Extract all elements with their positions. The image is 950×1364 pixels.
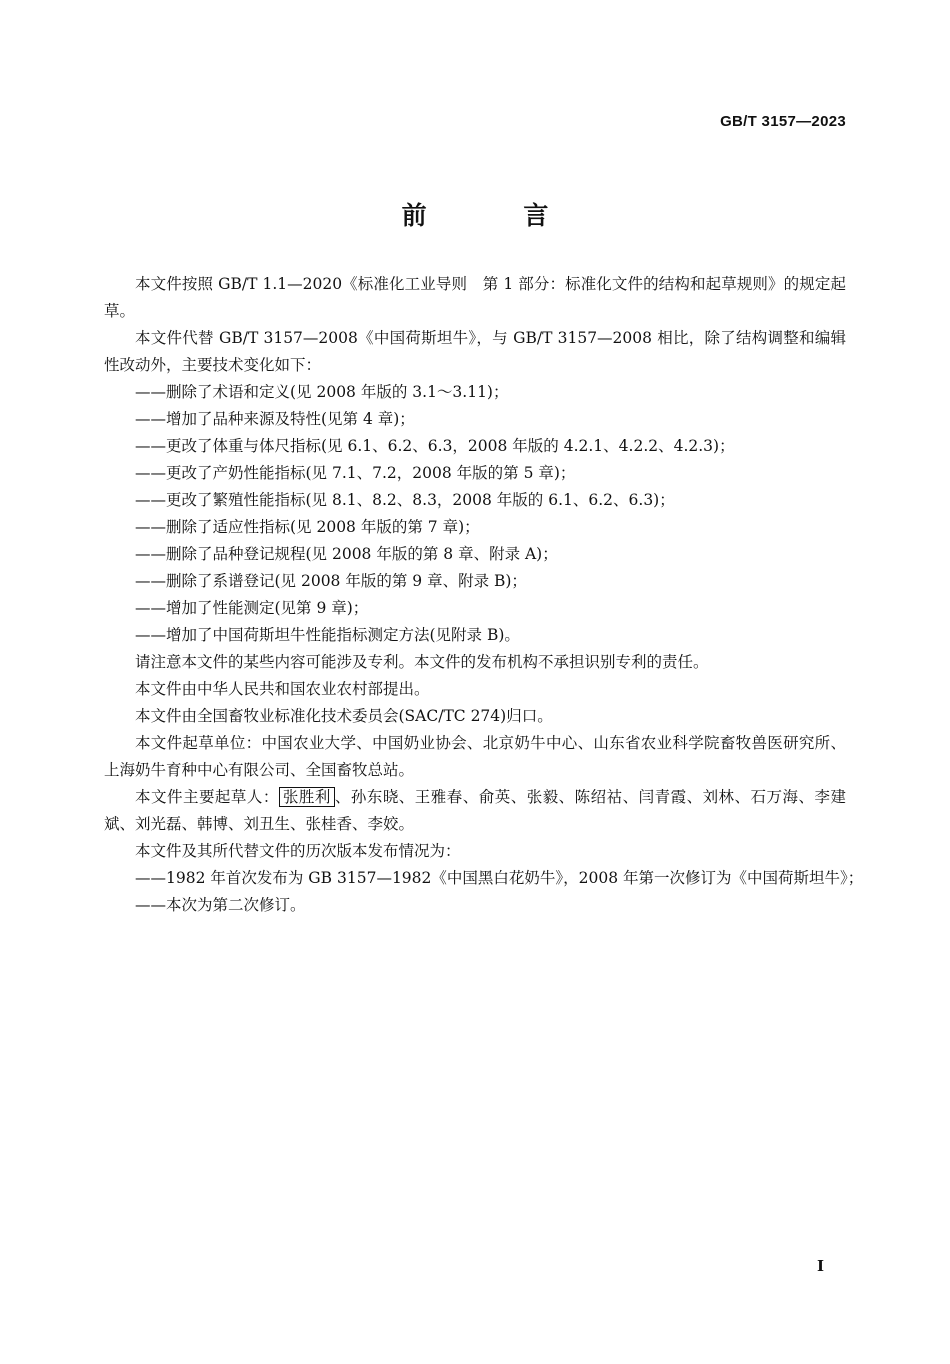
drafters (104, 784, 846, 838)
list-item: ——删除了术语和定义(见 2008 年版的 3.1～3.11)； (135, 383, 509, 401)
foreword-body (104, 271, 864, 919)
list-item: ——删除了品种登记规程(见 2008 年版的第 8 章、附录 A)； (135, 545, 558, 563)
paragraph-drafting-rules: 本文件按照 GB/T 1.1—2020《标准化工业导则 第 1 部分：标准化文件的结构和起草规则》的规定起草。 (104, 275, 846, 320)
list-item: ——删除了适应性指标(见 2008 年版的第 7 章)； (135, 518, 480, 536)
doc-number: GB/T 3157—2023 (720, 113, 846, 130)
list-item: ——更改了产奶性能指标(见 7.1、7.2，2008 年版的第 5 章)； (135, 464, 576, 482)
list-item: ——增加了品种来源及特性(见第 4 章)； (135, 410, 415, 428)
paragraph-replacement: 本文件代替 GB/T 3157—2008《中国荷斯坦牛》，与 GB/T 3157—2008 相比，除了结构调整和编辑性改动外，主要技术变化如下： (104, 329, 846, 374)
list-item: ——更改了体重与体尺指标(见 6.1、6.2、6.3，2008 年版的 4.2.1、4.2.2、4.2.3)； (135, 437, 735, 455)
changes-list (104, 379, 846, 649)
history-intro: 本文件及其所代替文件的历次版本发布情况为： (135, 842, 461, 860)
list-item: ——1982 年首次发布为 GB 3157—1982《中国黑白花奶牛》，2008 年第一次修订为《中国荷斯坦牛》； (135, 869, 864, 887)
drafting-units: 本文件起草单位：中国农业大学、中国奶业协会、北京奶牛中心、山东省农业科学院畜牧兽医研究所、上海奶牛育种中心有限公司、全国畜牧总站。 (104, 734, 846, 779)
list-item: ——删除了系谱登记(见 2008 年版的第 9 章、附录 B)； (135, 572, 527, 590)
list-item: ——增加了性能测定(见第 9 章)； (135, 599, 369, 617)
page-title: 前 言 (401, 201, 593, 230)
history-list (104, 865, 864, 919)
drafter-boxed-name: 张胜利 (279, 787, 335, 807)
centralized-by: 本文件由全国畜牧业标准化技术委员会(SAC/TC 274)归口。 (135, 707, 553, 725)
list-item: ——更改了繁殖性能指标(见 8.1、8.2、8.3，2008 年版的 6.1、6.2、6.3)； (135, 491, 675, 509)
patent-note: 请注意本文件的某些内容可能涉及专利。本文件的发布机构不承担识别专利的责任。 (135, 653, 709, 671)
drafters-prefix: 本文件主要起草人： (135, 788, 279, 806)
drafters-rest: 、孙东晓、王雅春、俞英、张毅、陈绍祜、闫青霞、刘林、石万海、李建斌、刘光磊、韩博、刘丑生、张桂香、李姣。 (104, 788, 846, 833)
list-item: ——增加了中国荷斯坦牛性能指标测定方法(见附录 B)。 (135, 626, 520, 644)
list-item: ——本次为第二次修订。 (135, 896, 306, 914)
page-number: I (816, 1257, 824, 1275)
proposed-by: 本文件由中华人民共和国农业农村部提出。 (135, 680, 430, 698)
